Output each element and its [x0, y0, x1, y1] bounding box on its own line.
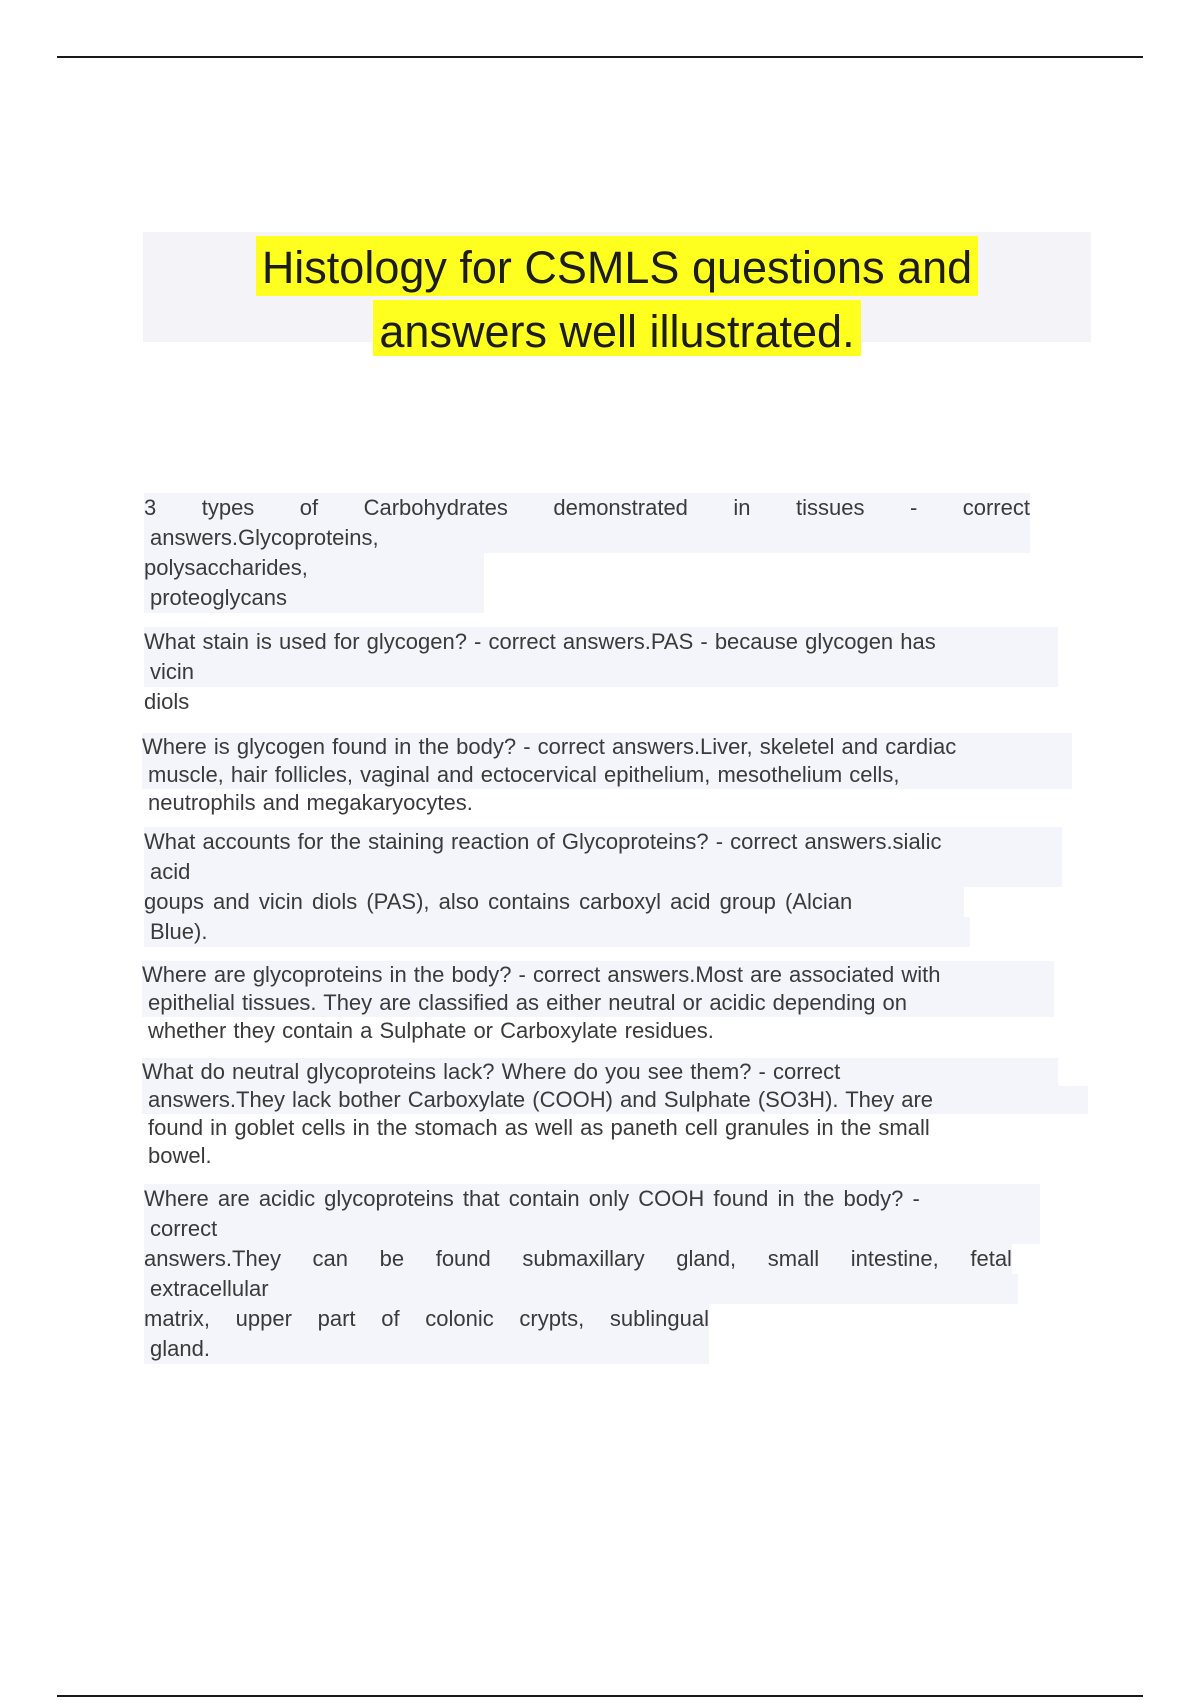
qa-line: bowel. [148, 1143, 212, 1168]
qa-line: muscle, hair follicles, vaginal and ectocervical epithelium, mesothelium cells, [142, 761, 1072, 789]
qa-line: diols [144, 689, 190, 714]
qa-line: What accounts for the staining reaction of Glycoproteins? - correct answers.sialic [144, 827, 1062, 857]
qa-line: Blue). [144, 917, 970, 947]
qa-line: proteoglycans [144, 583, 484, 613]
qa-line: correct [144, 1214, 1040, 1244]
qa-line: answers.They lack bother Carboxylate (COOH) and Sulphate (SO3H). They are [142, 1086, 1088, 1114]
qa-line: neutrophils and megakaryocytes. [148, 790, 473, 815]
qa-line: epithelial tissues. They are classified as either neutral or acidic depending on [142, 989, 1054, 1017]
qa-line: extracellular [144, 1274, 1018, 1304]
title-line-1: Histology for CSMLS questions and [256, 236, 978, 296]
header-rule [57, 56, 1143, 58]
qa-line: whether they contain a Sulphate or Carboxylate residues. [148, 1018, 714, 1043]
qa-block-1 [144, 493, 1030, 613]
qa-block-7 [144, 1184, 1040, 1364]
qa-line: Where are glycoproteins in the body? - correct answers.Most are associated with [142, 961, 1054, 989]
qa-line: polysaccharides, [144, 553, 484, 583]
qa-line: Where are acidic glycoproteins that contain only COOH found in the body? - [144, 1184, 1040, 1214]
qa-block-3 [142, 733, 1072, 817]
qa-line: gland. [144, 1334, 709, 1364]
qa-line: vicin [144, 657, 1058, 687]
qa-line: What stain is used for glycogen? - correct answers.PAS - because glycogen has [144, 627, 1058, 657]
qa-line: acid [144, 857, 1062, 887]
qa-block-4 [144, 827, 1062, 947]
qa-line: goups and vicin diols (PAS), also contains carboxyl acid group (Alcian [144, 887, 964, 917]
qa-line: matrix, upper part of colonic crypts, sublingual [144, 1304, 709, 1334]
qa-block-6 [142, 1058, 1088, 1170]
qa-block-2 [144, 627, 1058, 717]
qa-line: found in goblet cells in the stomach as well as paneth cell granules in the small [148, 1115, 930, 1140]
qa-line: What do neutral glycoproteins lack? Where do you see them? - correct [142, 1058, 1058, 1086]
qa-block-5 [142, 961, 1054, 1045]
footer-rule [57, 1695, 1143, 1697]
qa-line: answers.They can be found submaxillary gland, small intestine, fetal [144, 1244, 1012, 1274]
qa-line: 3 types of Carbohydrates demonstrated in tissues - correct [144, 493, 1030, 523]
title-line-2: answers well illustrated. [373, 300, 860, 356]
document-title [143, 236, 1091, 364]
qa-line: Where is glycogen found in the body? - correct answers.Liver, skeletel and cardiac [142, 733, 1072, 761]
qa-line: answers.Glycoproteins, [144, 523, 1030, 553]
